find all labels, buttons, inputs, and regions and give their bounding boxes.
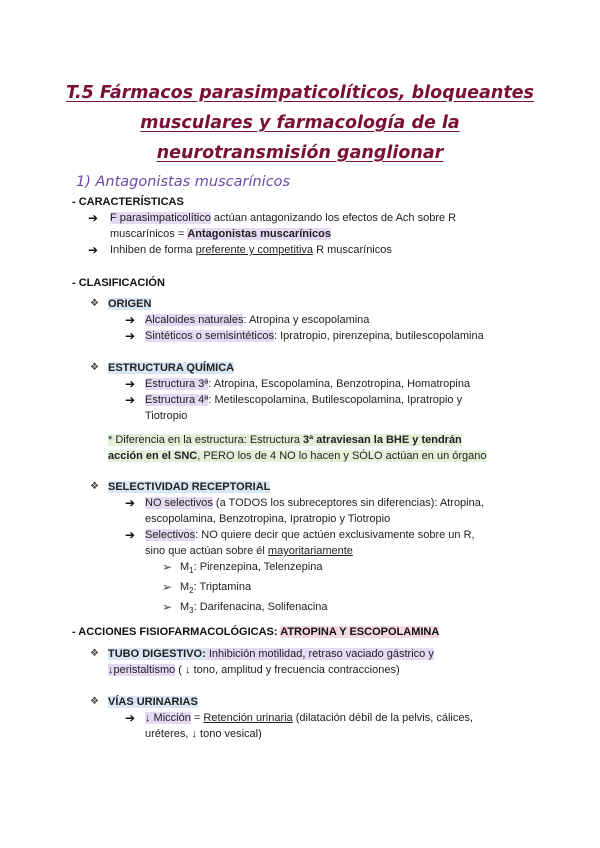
selectividad-block: ❖ SELECTIVIDAD RECEPTORIAL ➔ NO selectivos (a TODOS los subreceptores sin diferencias): Atropina, escopolamina, Benzotropina, Ipratropio y Tiotropio ➔ Selectivos: NO quiere decir que actúen exclusivamente sobre un R, sino que actúan sobre él mayoritariamente ➢ $M_1$: Pirenzepina, Telenzepina ➢ $M_2$: Triptamina ➢ $M_3$: Darifenacina, Solifenacina — [0, 479, 600, 620]
arrow-icon: ➔ — [125, 313, 136, 327]
acciones-block — [0, 624, 600, 640]
selectividad-label: SELECTIVIDAD RECEPTORIAL — [108, 481, 271, 493]
sub-arrow-icon: ➢ — [162, 580, 173, 595]
clasificacion-heading: - CLASIFICACIÓN — [72, 277, 165, 289]
estructura-block: ❖ ESTRUCTURA QUÍMICA ➔ Estructura 3ª: Atropina, Escopolamina, Benzotropina, Homatropina ➔ Estructura 4ª: Metilescopolamina, Butilescopolamina, Ipratropio y Tiotropio * Diferencia en la estructura: Estructura 3ª atraviesan la BHE y tendrán acción en el SNC, PERO los de 4 NO lo hacen y SÓLO actúan en un órgano — [0, 360, 600, 464]
subtype-m2: ➢ $M_2$: Triptamina — [162, 580, 252, 596]
diamond-icon: ❖ — [90, 696, 99, 707]
clasificacion-block — [0, 275, 600, 291]
caracteristicas-item-2: ➔ Inhiben de forma preferente y competitiva R muscarínicos — [88, 243, 392, 257]
caracteristicas-block: - CARACTERÍSTICAS ➔ F parasimpaticolítico actúan antagonizando los efectos de Ach sobre R muscarínicos = Antagonistas muscarínicos ➔ Inhiben de forma preferente y competitiva R muscarínicos — [0, 194, 600, 258]
arrow-icon: ➔ — [88, 243, 99, 257]
estructura-label: ESTRUCTURA QUÍMICA — [108, 362, 235, 374]
subtype-m3: ➢ $M_3$: Darifenacina, Solifenacina — [162, 600, 328, 616]
arrow-icon: ➔ — [125, 528, 136, 542]
arrow-icon: ➔ — [125, 393, 136, 407]
acciones-heading: - ACCIONES FISIOFARMACOLÓGICAS: ATROPINA Y ESCOPOLAMINA — [72, 626, 440, 638]
origen-block: ❖ ORIGEN ➔ Alcaloides naturales: Atropina y escopolamina ➔ Sintéticos o semisintéticos: Ipratropio, pirenzepina, butilescopolamina — [90, 298, 484, 343]
vias-urinarias-block: ❖ VÍAS URINARIAS ➔ ↓ Micción = Retención urinaria (dilatación débil de la pelvis, cálices, uréteres, ↓ tono vesical) — [90, 696, 474, 740]
arrow-icon: ➔ — [125, 496, 136, 510]
sub-arrow-icon: ➢ — [162, 560, 173, 574]
diamond-icon: ❖ — [90, 648, 99, 659]
subtype-m1: ➢ $M_1$: Pirenzepina, Telenzepina — [162, 560, 323, 576]
tubo-digestivo-block: ❖ TUBO DIGESTIVO: Inhibición motilidad, retraso vaciado gástrico y ↓peristaltismo ( ↓ tono, amplitud y frecuencia contracciones) — [90, 648, 434, 676]
diamond-icon: ❖ — [90, 481, 99, 492]
sub-arrow-icon: ➢ — [162, 600, 173, 615]
caracteristicas-heading: - CARACTERÍSTICAS — [72, 196, 184, 208]
section-heading-antagonistas: 1) Antagonistas muscarínicos — [76, 174, 291, 190]
estructura-note: * Diferencia en la estructura: Estructura 3ª atraviesan la BHE y tendrán — [108, 434, 462, 446]
arrow-icon: ➔ — [125, 711, 136, 725]
page-title: T.5 Fármacos parasimpaticolíticos, bloqueantes musculares y farmacología de la neurotransmisión ganglionar — [66, 83, 534, 163]
arrow-icon: ➔ — [125, 377, 136, 391]
caracteristicas-item-1: ➔ F parasimpaticolítico actúan antagonizando los efectos de Ach sobre R — [88, 211, 457, 225]
arrow-icon: ➔ — [88, 211, 99, 225]
diamond-icon: ❖ — [90, 298, 99, 309]
arrow-icon: ➔ — [125, 329, 136, 343]
origen-label: ORIGEN — [108, 298, 152, 310]
diamond-icon: ❖ — [90, 362, 99, 373]
